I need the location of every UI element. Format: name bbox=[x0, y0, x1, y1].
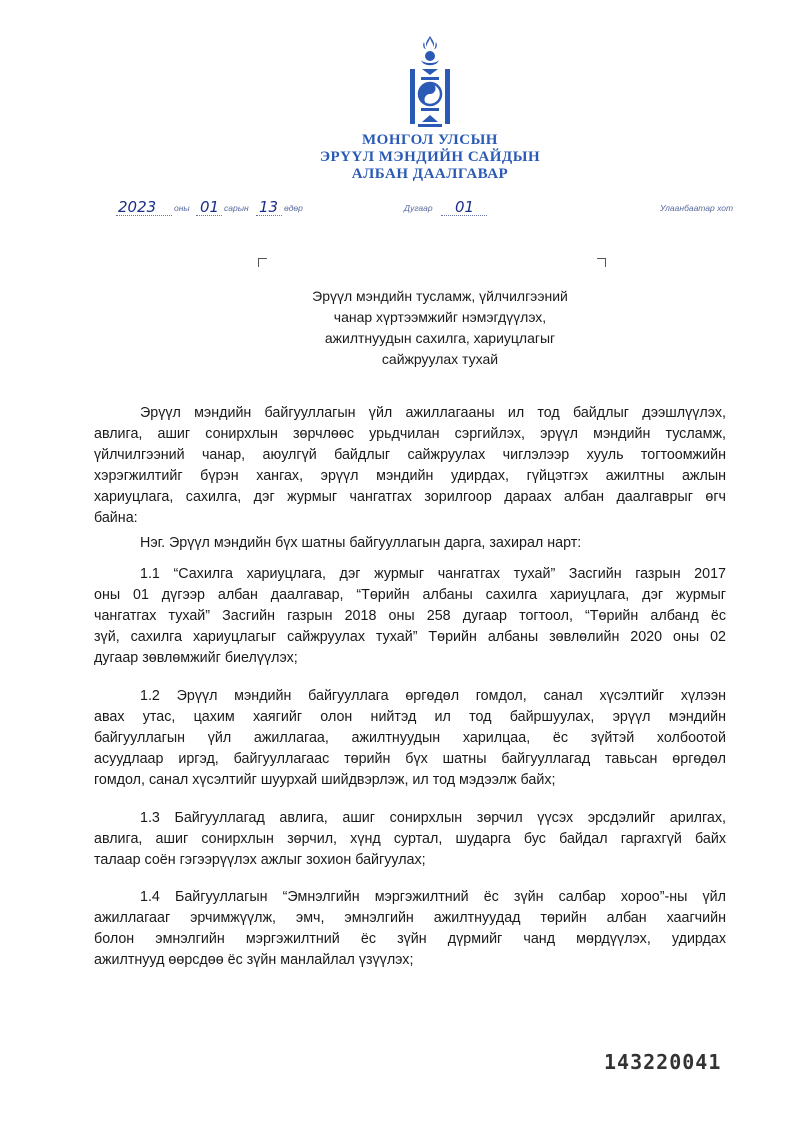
month-underline bbox=[196, 215, 222, 216]
text-line: авлига, ашиг сонирхлын зөрчлөөс урьдчилан сэргийлэх, эрүүл мэндийн тусламж, bbox=[94, 426, 726, 442]
text-line: ажиллагааг эрчимжүүлж, эмч, эмнэлгийн ажилтнуудад төрийн албан хаагчийн bbox=[94, 910, 726, 926]
serial-stamp: 143220041 bbox=[604, 1050, 722, 1074]
text-line: чангатгах тухай” Засгийн газрын 2018 оны 258 дугаар тогтоол, “Төрийн албанд ёс bbox=[94, 608, 726, 624]
text-line: хариуцлага, сахилга, дэг журмыг чангатгах зорилгоор дараах албан даалгаврыг өгч bbox=[94, 489, 726, 505]
text-line: авлига, ашиг сонирхлын зөрчил, хүнд суртал, шударга бус байдал гаргахгүй байх bbox=[94, 831, 726, 847]
day-underline bbox=[256, 215, 282, 216]
text-line: талаар соён гэгээрүүлэх ажлыг зохион байгуулах; bbox=[94, 852, 426, 868]
text-line: оны 01 дүгээр албан даалгавар, “Төрийн албаны сахилга хариуцлага, дэг журмыг bbox=[94, 587, 726, 603]
item-1-3 bbox=[94, 808, 726, 871]
text-line: 1.2 Эрүүл мэндийн байгууллага өргөдөл гомдол, санал хүсэлтийг хүлээн bbox=[140, 688, 726, 704]
subject-line: чанар хүртээмжийг нэмэгдүүлэх, bbox=[333, 309, 547, 325]
subject-corner-left bbox=[258, 258, 267, 267]
org-line-1: МОНГОЛ УЛСЫН bbox=[362, 132, 498, 148]
item-1-2 bbox=[94, 686, 726, 791]
text-line: үйлчилгээний чанар, аюулгүй байдлыг сайжруулах чиглэлээр хууль тогтоомжийн bbox=[94, 447, 726, 463]
day-suffix: өдөр bbox=[284, 203, 303, 213]
number-underline bbox=[441, 215, 487, 216]
subject-line: Эрүүл мэндийн тусламж, үйлчилгээний bbox=[312, 288, 568, 304]
text-line: асуудлаар иргэд, байгууллагаас төрийн бүх шатны байгууллагад тавьсан өргөдөл bbox=[94, 751, 726, 767]
org-line-3: АЛБАН ДААЛГАВАР bbox=[351, 166, 509, 182]
text-line: 1.4 Байгууллагын “Эмнэлгийн мэргэжилтний ёс зүйн салбар хороо”-ны үйл bbox=[140, 889, 726, 905]
text-line: байгууллагын үйл ажиллагаа, ажилтнуудын харилцаа, ёс зүйтэй холбоотой bbox=[94, 730, 726, 746]
subject-line: ажилтнуудын сахилга, хариуцлагыг bbox=[324, 330, 556, 346]
subject-title bbox=[240, 286, 640, 370]
date-year: 2023 bbox=[118, 198, 157, 216]
text-line: дугаар зөвлөмжийг биелүүлэх; bbox=[94, 650, 298, 666]
text-line: хэрэгжилтийг бүрэн хангах, эрүүл мэндийн удирдах, гүйцэтгэх ажилтны ажлын bbox=[94, 468, 726, 484]
org-line-2: ЭРҮҮЛ МЭНДИЙН САЙДЫН bbox=[319, 149, 541, 165]
text-line: гомдол, санал хүсэлтийг шуурхай шийдвэрлэж, ил тод мэдээлж байх; bbox=[94, 772, 556, 788]
soyombo-emblem-icon bbox=[404, 34, 456, 130]
text-line: байна: bbox=[94, 510, 138, 526]
year-suffix: оны bbox=[174, 203, 190, 213]
year-underline bbox=[116, 215, 172, 216]
number-label: Дугаар bbox=[404, 203, 433, 213]
text-line: 1.1 “Сахилга хариуцлага, дэг журмыг чангатгах тухай” Засгийн газрын 2017 bbox=[140, 566, 726, 582]
document-number: 01 bbox=[455, 198, 475, 216]
text-line: болон эмнэлгийн мэргэжилтний ёс зүйн дүрмийг чанд мөрдүүлэх, удирдах bbox=[94, 931, 726, 947]
text-line: Эрүүл мэндийн байгууллагын үйл ажиллагааны ил тод байдлыг дээшлүүлэх, bbox=[140, 405, 726, 421]
item-1-4 bbox=[94, 887, 726, 971]
subject-corner-right bbox=[597, 258, 606, 267]
text-line: 1.3 Байгууллагад авлига, ашиг сонирхлын зөрчил үүсэх эрсдэлийг арилгах, bbox=[140, 810, 726, 826]
intro-paragraph bbox=[94, 403, 726, 529]
text-line: Нэг. Эрүүл мэндийн бүх шатны байгууллагын дарга, захирал нарт: bbox=[140, 535, 582, 551]
text-line: авах утас, цахим хаягийг олон нийтэд ил тод байршуулах, эрүүл мэндийн bbox=[94, 709, 726, 725]
subject-line: сайжруулах тухай bbox=[381, 351, 499, 367]
city: Улаанбаатар хот bbox=[660, 203, 734, 213]
text-line: ажилтнууд өөрсдөө ёс зүйн манлайлал үзүүлэх; bbox=[94, 952, 414, 968]
section-one-heading bbox=[94, 533, 726, 554]
text-line: зүй, сахилга хариуцлагыг сайжруулах тухай” Төрийн албаны зөвлөлийн 2020 оны 02 bbox=[94, 629, 726, 645]
item-1-1 bbox=[94, 564, 726, 669]
month-suffix: сарын bbox=[224, 203, 249, 213]
date-month: 01 bbox=[200, 198, 220, 216]
date-day: 13 bbox=[259, 198, 279, 216]
